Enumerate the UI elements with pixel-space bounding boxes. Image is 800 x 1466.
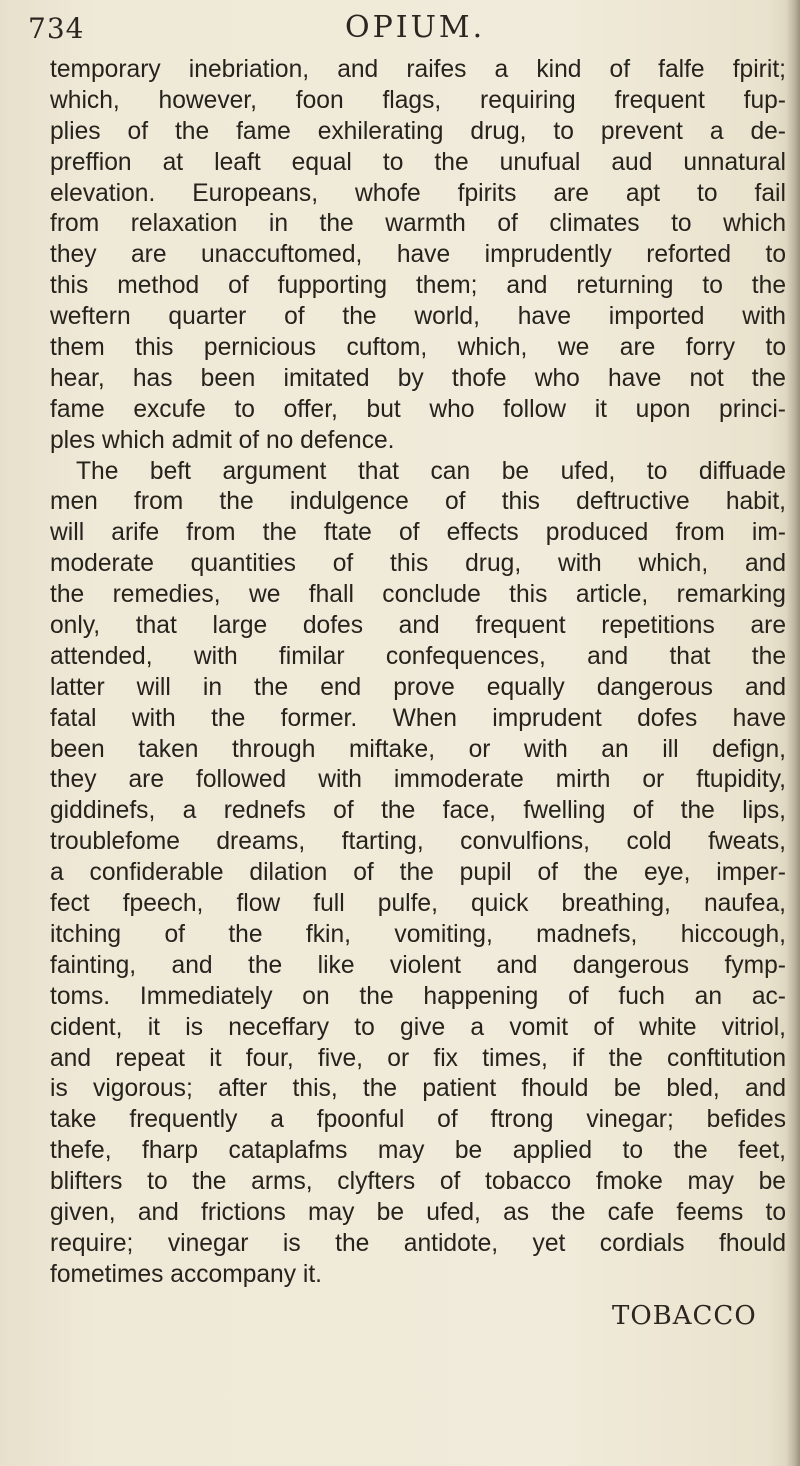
text-line: they are unaccuftomed, have imprudently reforted to	[50, 241, 786, 269]
running-head	[0, 10, 800, 50]
text-line: thefe, fharp cataplafms may be applied to the feet,	[50, 1137, 786, 1165]
text-line: been taken through miftake, or with an ill defign,	[50, 735, 786, 763]
catchword: TOBACCO	[612, 1301, 757, 1331]
text-line: is vigorous; after this, the patient fhould be bled, and	[50, 1075, 786, 1103]
text-line: given, and frictions may be ufed, as the cafe feems to	[50, 1198, 786, 1226]
text-line: giddinefs, a rednefs of the face, fwelling of the lips,	[50, 797, 786, 825]
text-line: take frequently a fpoonful of ftrong vinegar; befides	[50, 1106, 786, 1134]
page-number: 734	[28, 12, 85, 45]
text-line: latter will in the end prove equally dangerous and	[50, 673, 786, 701]
text-line: which, however, foon flags, requiring frequent fup-	[50, 86, 786, 114]
text-line: fect fpeech, flow full pulfe, quick breathing, naufea,	[50, 890, 786, 918]
text-line: fatal with the former. When imprudent dofes have	[50, 704, 786, 732]
text-line: fame excufe to offer, but who follow it upon princi-	[50, 395, 786, 423]
text-line: ples which admit of no defence.	[50, 426, 395, 454]
text-line: temporary inebriation, and raifes a kind of falfe fpirit;	[50, 56, 786, 83]
text-line: only, that large dofes and frequent repetitions are	[50, 612, 786, 640]
text-line: itching of the fkin, vomiting, madnefs, hiccough,	[50, 920, 786, 948]
body-text	[50, 55, 786, 1291]
text-line: them this pernicious cuftom, which, we are forry to	[50, 334, 786, 362]
page-gutter-shadow	[786, 0, 800, 1466]
text-line: and repeat it four, five, or fix times, if the conftitution	[50, 1044, 786, 1072]
text-line: The beft argument that can be ufed, to diffuade	[76, 457, 786, 485]
text-line: fainting, and the like violent and dangerous fymp-	[50, 951, 786, 979]
text-line: from relaxation in the warmth of climates to which	[50, 210, 786, 238]
text-line: attended, with fimilar confequences, and that the	[50, 642, 786, 670]
text-line: cident, it is neceffary to give a vomit of white vitriol,	[50, 1013, 786, 1041]
text-line: toms. Immediately on the happening of fuch an ac-	[50, 982, 786, 1010]
text-line: elevation. Europeans, whofe fpirits are apt to fail	[50, 179, 786, 207]
text-line: men from the indulgence of this deftructive habit,	[50, 488, 786, 516]
text-line: this method of fupporting them; and returning to the	[50, 272, 786, 300]
running-title: OPIUM.	[345, 10, 486, 45]
text-line: fometimes accompany it.	[50, 1260, 322, 1288]
text-line: preffion at leaft equal to the unufual aud unnatural	[50, 148, 786, 176]
text-line: require; vinegar is the antidote, yet cordials fhould	[50, 1229, 786, 1257]
text-line: will arife from the ftate of effects produced from im-	[50, 519, 786, 547]
text-line: a confiderable dilation of the pupil of the eye, imper-	[50, 859, 786, 887]
text-line: blifters to the arms, clyfters of tobacco fmoke may be	[50, 1168, 786, 1196]
text-line: they are followed with immoderate mirth or ftupidity,	[50, 766, 786, 794]
text-line: plies of the fame exhilerating drug, to prevent a de-	[50, 117, 786, 145]
text-line: weftern quarter of the world, have imported with	[50, 303, 786, 331]
text-line: the remedies, we fhall conclude this article, remarking	[50, 581, 786, 609]
text-line: moderate quantities of this drug, with which, and	[50, 550, 786, 578]
text-line: troublefome dreams, ftarting, convulfions, cold fweats,	[50, 828, 786, 856]
text-line: hear, has been imitated by thofe who have not the	[50, 364, 786, 392]
